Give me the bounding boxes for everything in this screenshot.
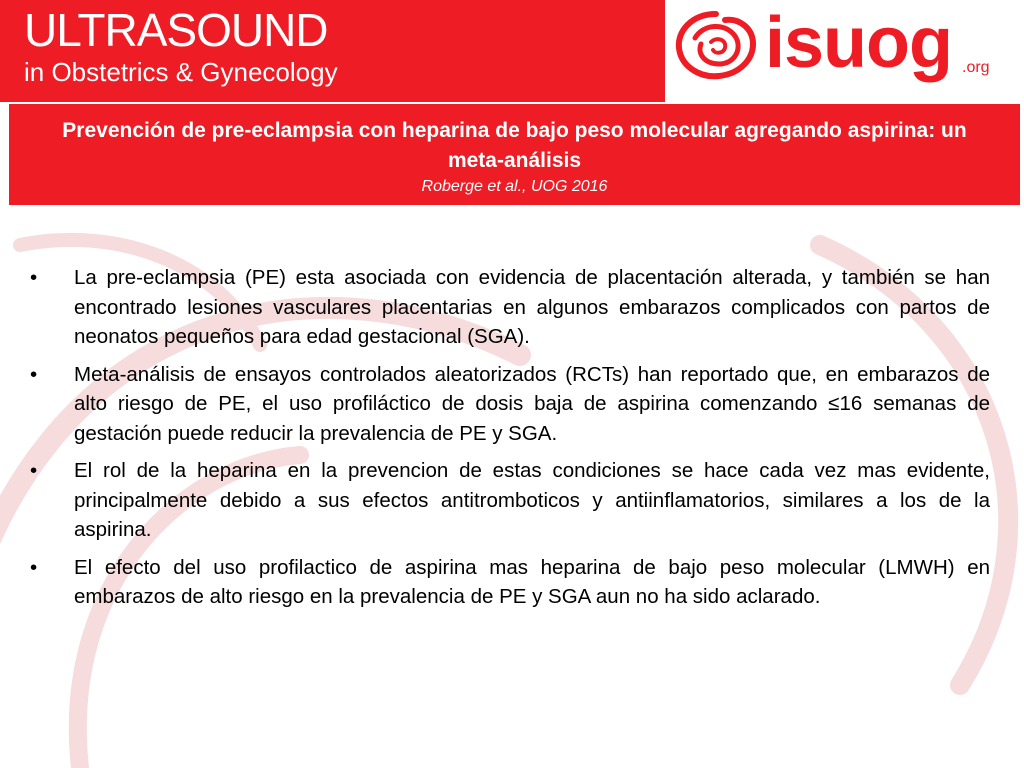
journal-title: ULTRASOUND xyxy=(24,4,328,56)
article-title: Prevención de pre-eclampsia con heparina de bajo peso molecular agregando aspirina: un meta-análisis xyxy=(62,119,967,172)
bullet-marker: • xyxy=(30,459,38,482)
bullet-text: El rol de la heparina en la prevencion de estas condiciones se hace cada vez mas evidente, principalmente debido a sus efectos antitromboticos y antiinflamatorios, similares a los de la aspirina. xyxy=(74,459,990,541)
article-title-box xyxy=(9,104,1020,205)
bullet-text: Meta-análisis de ensayos controlados aleatorizados (RCTs) han reportado que, en embarazos de alto riesgo de PE, el uso profiláctico de dosis baja de aspirina comenzando ≤16 semanas de gestación puede reducir la prevalencia de PE y SGA. xyxy=(74,362,990,445)
bullet-text: La pre-eclampsia (PE) esta asociada con evidencia de placentación alterada, y también se han encontrado lesiones vasculares placentarias en algunos embarazos complicados con partos de neonatos pequeños para edad gestacional (SGA). xyxy=(74,266,990,348)
bullet-item-3 xyxy=(30,456,990,545)
journal-header xyxy=(0,0,1024,102)
isuog-logo xyxy=(665,0,1024,102)
isuog-logo-text: isuog xyxy=(765,3,952,83)
bullet-item-2 xyxy=(30,360,990,449)
bullet-item-1 xyxy=(30,263,990,352)
article-citation: Roberge et al., UOG 2016 xyxy=(421,178,608,195)
bullet-marker: • xyxy=(30,555,38,579)
bullet-marker: • xyxy=(30,362,38,386)
bullet-text: El efecto del uso profilactico de aspirina mas heparina de bajo peso molecular (LMWH) en embarazos de alto riesgo en la prevalencia de PE y SGA aun no ha sido aclarado. xyxy=(74,555,990,608)
isuog-logo-suffix: .org xyxy=(962,59,990,76)
bullet-item-4 xyxy=(30,553,990,612)
bullet-marker: • xyxy=(30,266,38,289)
isuog-swirl-icon xyxy=(673,8,759,82)
journal-subtitle: in Obstetrics & Gynecology xyxy=(24,57,338,87)
bullet-list xyxy=(30,263,990,620)
